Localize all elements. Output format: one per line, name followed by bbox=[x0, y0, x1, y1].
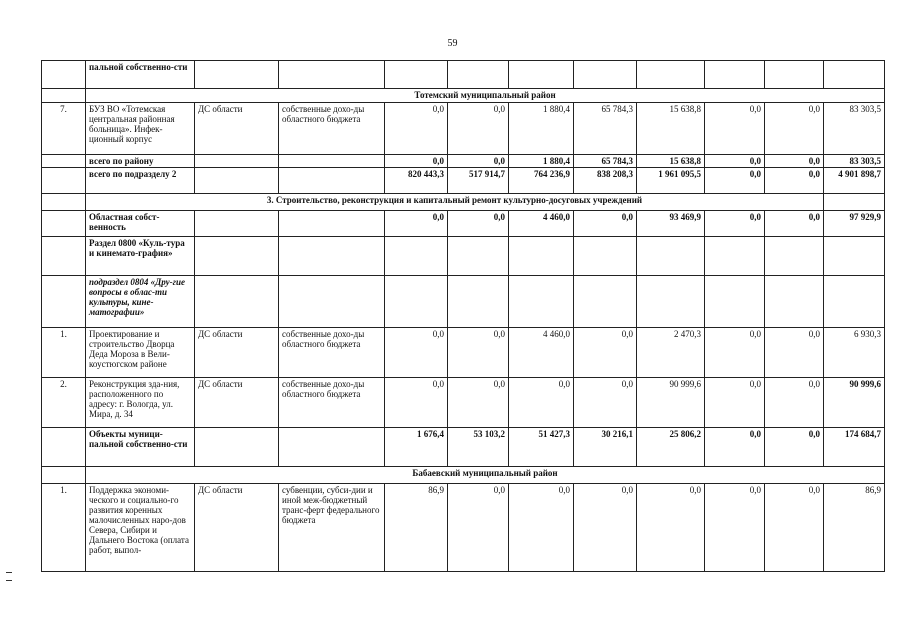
cell-value: 820 443,3 bbox=[385, 168, 448, 194]
cell-value: 517 914,7 bbox=[448, 168, 509, 194]
row-source: ДС области bbox=[195, 484, 279, 572]
row-source: ДС области bbox=[195, 328, 279, 378]
cell-value: 0,0 bbox=[385, 211, 448, 237]
row-name: Объекты муници-пальной собственно-сти bbox=[86, 428, 195, 467]
cell-value: 0,0 bbox=[448, 378, 509, 428]
cell-value: 838 208,3 bbox=[574, 168, 637, 194]
cell-value: 0,0 bbox=[448, 103, 509, 155]
table-row bbox=[42, 61, 885, 89]
cell-value: 86,9 bbox=[385, 484, 448, 572]
cell-value: 0,0 bbox=[765, 484, 824, 572]
cell-value: 0,0 bbox=[509, 378, 574, 428]
cell-value: 65 784,3 bbox=[574, 103, 637, 155]
cell-value: 0,0 bbox=[574, 378, 637, 428]
margin-mark bbox=[6, 580, 12, 581]
cell-value: 0,0 bbox=[705, 328, 765, 378]
row-name: Раздел 0800 «Куль-тура и кинемато-графия» bbox=[86, 237, 195, 276]
cell-value: 93 469,9 bbox=[637, 211, 705, 237]
cell-value: 0,0 bbox=[448, 211, 509, 237]
cell-value: 0,0 bbox=[574, 484, 637, 572]
cell-value: 4 901 898,7 bbox=[824, 168, 885, 194]
cell-value: 0,0 bbox=[705, 211, 765, 237]
cell-value: 0,0 bbox=[705, 103, 765, 155]
cell-value: 0,0 bbox=[765, 103, 824, 155]
row-name: Областная собст-венность bbox=[86, 211, 195, 237]
cell-value: 51 427,3 bbox=[509, 428, 574, 467]
cell-value: 97 929,9 bbox=[824, 211, 885, 237]
section-title: Тотемский муниципальный район bbox=[86, 89, 885, 103]
cell-value: 0,0 bbox=[509, 484, 574, 572]
cell-value: 0,0 bbox=[574, 211, 637, 237]
cell-value: 0,0 bbox=[705, 378, 765, 428]
table-row bbox=[42, 276, 885, 328]
cell-value: 0,0 bbox=[705, 168, 765, 194]
cell-value: 0,0 bbox=[765, 168, 824, 194]
cell-value: 0,0 bbox=[574, 328, 637, 378]
table-row bbox=[42, 328, 885, 378]
margin-mark bbox=[6, 572, 12, 573]
row-funding: собственные дохо-ды областного бюджета bbox=[279, 378, 385, 428]
cell-value: 90 999,6 bbox=[824, 378, 885, 428]
row-name: Реконструкция зда-ния, расположенного по адресу: г. Вологда, ул. Мира, д. 34 bbox=[86, 378, 195, 428]
cell-value: 0,0 bbox=[765, 211, 824, 237]
row-number: 1. bbox=[42, 484, 86, 572]
cell-value: 0,0 bbox=[637, 484, 705, 572]
cell-value: 0,0 bbox=[448, 155, 509, 168]
cell-value: 83 303,5 bbox=[824, 155, 885, 168]
row-number: 1. bbox=[42, 328, 86, 378]
row-source: ДС области bbox=[195, 103, 279, 155]
cell-value: 86,9 bbox=[824, 484, 885, 572]
cell-value: 0,0 bbox=[705, 155, 765, 168]
row-name: БУЗ ВО «Тотемская центральная районная больница». Инфек-ционный корпус bbox=[86, 103, 195, 155]
cell-value: 764 236,9 bbox=[509, 168, 574, 194]
cell-value: 1 961 095,5 bbox=[637, 168, 705, 194]
cell-value: 90 999,6 bbox=[637, 378, 705, 428]
cell-value: 0,0 bbox=[765, 328, 824, 378]
cell-value: 174 684,7 bbox=[824, 428, 885, 467]
cell-value: 25 806,2 bbox=[637, 428, 705, 467]
cell-value: 15 638,8 bbox=[637, 103, 705, 155]
cell-value: 53 103,2 bbox=[448, 428, 509, 467]
row-funding: собственные дохо-ды областного бюджета bbox=[279, 328, 385, 378]
table-row bbox=[42, 237, 885, 276]
page-number: 59 bbox=[447, 38, 458, 49]
cell-value: 1 880,4 bbox=[509, 103, 574, 155]
cell-value: 1 676,4 bbox=[385, 428, 448, 467]
cell-value: 0,0 bbox=[385, 328, 448, 378]
row-funding: субвенции, субси-дии и иной меж-бюджетный транс-ферт федерального бюджета bbox=[279, 484, 385, 572]
row-funding: собственные дохо-ды областного бюджета bbox=[279, 103, 385, 155]
row-name: всего по подразделу 2 bbox=[86, 168, 195, 194]
table-row bbox=[42, 103, 885, 155]
row-number: 7. bbox=[42, 103, 86, 155]
cell-value: 0,0 bbox=[765, 378, 824, 428]
row-source: ДС области bbox=[195, 378, 279, 428]
table-section-header bbox=[42, 194, 885, 211]
table-row bbox=[42, 155, 885, 168]
table-section-header bbox=[42, 467, 885, 484]
row-name: подраздел 0804 «Дру-гие вопросы в облас-ти культуры, кине-матографии» bbox=[86, 276, 195, 328]
budget-table bbox=[41, 60, 885, 572]
cell-value: 0,0 bbox=[448, 328, 509, 378]
cell-value: 0,0 bbox=[705, 484, 765, 572]
cell-value: 0,0 bbox=[385, 155, 448, 168]
row-number: 2. bbox=[42, 378, 86, 428]
cell-value: 0,0 bbox=[385, 103, 448, 155]
table-row bbox=[42, 484, 885, 572]
table-row bbox=[42, 168, 885, 194]
table-row bbox=[42, 211, 885, 237]
row-name: Поддержка экономи-ческого и социально-го развития коренных малочисленных наро-дов Севера, Сибири и Дальнего Востока (оплата работ, выпол- bbox=[86, 484, 195, 572]
cell-value: 4 460,0 bbox=[509, 211, 574, 237]
cell-value: 30 216,1 bbox=[574, 428, 637, 467]
cell-value: 0,0 bbox=[448, 484, 509, 572]
cell-value: 6 930,3 bbox=[824, 328, 885, 378]
section-title: Бабаевский муниципальный район bbox=[86, 467, 885, 484]
table-row bbox=[42, 428, 885, 467]
cell-value: 0,0 bbox=[385, 378, 448, 428]
row-name: пальной собственно-сти bbox=[86, 61, 195, 89]
cell-value: 4 460,0 bbox=[509, 328, 574, 378]
cell-value: 0,0 bbox=[705, 428, 765, 467]
section-title: 3. Строительство, реконструкция и капитальный ремонт культурно-досуговых учреждений bbox=[86, 194, 824, 211]
cell-value: 65 784,3 bbox=[574, 155, 637, 168]
cell-value: 15 638,8 bbox=[637, 155, 705, 168]
cell-value: 0,0 bbox=[765, 155, 824, 168]
table-section-header bbox=[42, 89, 885, 103]
row-name: всего по району bbox=[86, 155, 195, 168]
table-row bbox=[42, 378, 885, 428]
row-name: Проектирование и строительство Дворца Деда Мороза в Вели-коустюгском районе bbox=[86, 328, 195, 378]
cell-value: 0,0 bbox=[765, 428, 824, 467]
cell-value: 83 303,5 bbox=[824, 103, 885, 155]
cell-value: 1 880,4 bbox=[509, 155, 574, 168]
cell-value: 2 470,3 bbox=[637, 328, 705, 378]
